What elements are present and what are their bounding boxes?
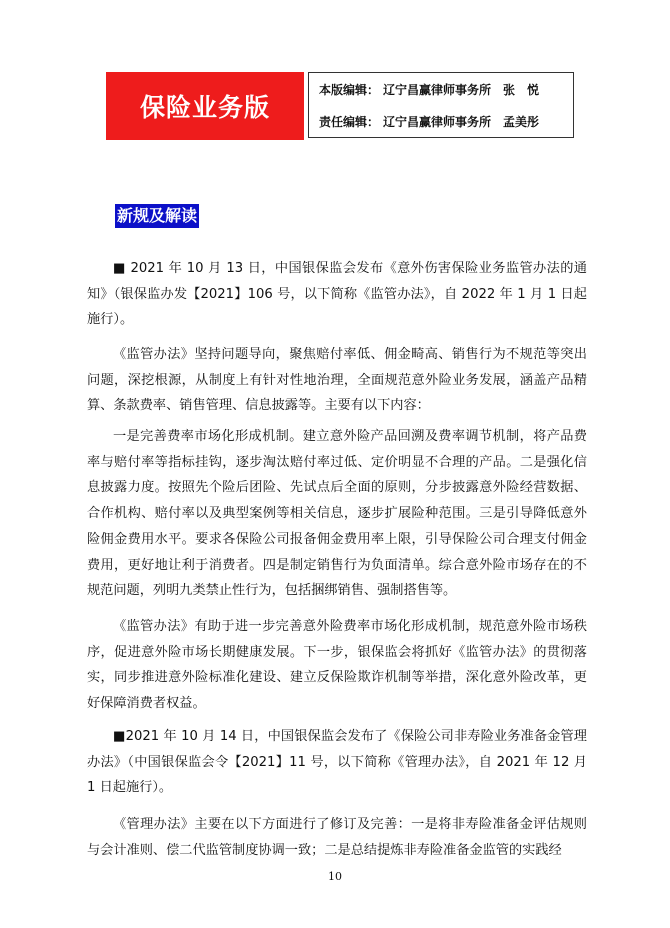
paragraph-3: 一是完善费率市场化形成机制。建立意外险产品回溯及费率调节机制，将产品费率与赔付率等指标挂钩，逐步淘汰赔付率过低、定价明显不合理的产品。二是强化信息披露力度。按照先个险后团险、先试点后全面的原则，分步披露意外险经营数据、合作机构、赔付率以及典型案例等相关信息，逐步扩展险种范围。三是引导降低意外险佣金费用水平。要求各保险公司报备佣金费用率上限，引导保险公司合理支付佣金费用，更好地让利于消费者。四是制定销售行为负面清单。综合意外险市场存在的不规范问题，列明九类禁止性行为，包括捆绑销售、强制搭售等。 [87,429,587,599]
responsible-editor-label: 责任编辑： [319,114,380,129]
section-heading: 新规及解读 [115,204,199,228]
editor-value: 辽宁昌赢律师事务所 张 悦 [383,82,540,97]
paragraph-4: 《监管办法》有助于进一步完善意外险费率市场化形成机制，规范意外险市场秩序，促进意外险市场长期健康发展。下一步，银保监会将抓好《监管办法》的贯彻落实，同步推进意外险标准化建设、建立反保险欺诈机制等举措，深化意外险改革，更好保障消费者权益。 [87,619,587,712]
editor-label: 本版编辑： [319,82,380,97]
paragraph-6: 《管理办法》主要在以下方面进行了修订及完善：一是将非寿险准备金评估规则与会计准则、偿二代监管制度协调一致；二是总结提炼非寿险准备金监管的实践经 [87,817,587,858]
responsible-editor-line [319,113,573,130]
paragraph-5: ■2021 年 10 月 14 日，中国银保监会发布了《保险公司非寿险业务准备金管理办法》（中国银保监会令【2021】11 号，以下简称《管理办法》，自 2021 年 12 月 1 日起施行）。 [87,729,587,796]
editor-line [319,81,573,98]
paragraph-2: 《监管办法》坚持问题导向，聚焦赔付率低、佣金畸高、销售行为不规范等突出问题，深挖根源，从制度上有针对性地治理，全面规范意外险业务发展，涵盖产品精算、条款费率、销售管理、信息披露等。主要有以下内容： [87,347,587,414]
page-header [106,72,574,140]
responsible-editor-value: 辽宁昌赢律师事务所 孟美彤 [383,114,540,129]
paragraph-1: ■ 2021 年 10 月 13 日，中国银保监会发布《意外伤害保险业务监管办法的通知》（银保监办发【2021】106 号，以下简称《监管办法》，自 2022 年 1 月 1 日起施行）。 [87,261,587,328]
section-title: 保险业务版 [106,72,304,140]
page-number: 10 [328,870,342,883]
editor-info-box [308,72,574,138]
